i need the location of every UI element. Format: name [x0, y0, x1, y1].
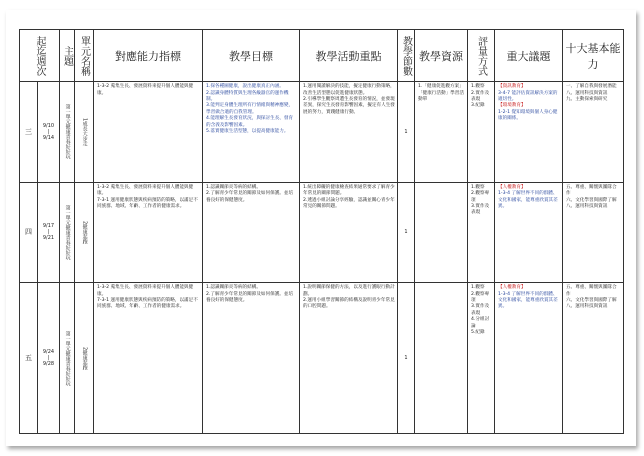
activities-cell: 1.說明關節保健的方法，以及進行護眼行動計劃。 2.運用小組學習關節的結構及說明青少年常見的口腔問題。 — [300, 283, 398, 434]
issue-tag: 【人權教育】 — [498, 184, 526, 190]
week-number: 三 — [20, 82, 38, 182]
header-theme-label: 主題 — [61, 45, 73, 66]
activities-cell: 1.統出障礙的健康檢查結果通常要求了解青少年常見的關節問題。 2.透過小組討論分享經驗，認識並關心青少年常見的關節問題。 — [300, 182, 398, 282]
theme-text: 第一單元健康青春好好玩 — [64, 104, 71, 160]
week-number: 四 — [20, 182, 38, 282]
unit-text: 1成長大步走 — [81, 117, 88, 147]
assessment-cell: 1.觀察 2.實作及表現 3.紀錄 — [468, 82, 495, 182]
issue-tag: 【人權教育】 — [498, 285, 526, 291]
hours-cell: 1 — [398, 283, 415, 434]
header-hours-label: 教學節數 — [400, 35, 412, 76]
header-assessment-label: 評量方式 — [475, 35, 487, 76]
header-activities: 教學活動重點 — [300, 30, 398, 82]
issues-cell — [495, 182, 563, 282]
theme-cell — [60, 82, 75, 182]
unit-cell — [75, 182, 94, 282]
unit-text: 2健康起跑 — [81, 220, 88, 245]
lesson-plan-table — [19, 29, 624, 434]
header-row — [20, 30, 624, 82]
objectives-cell: 1.認識關節炎等病的結構。 2.了解青少年常見的關節及如何保護。並培養良好的保健態度。 — [203, 283, 300, 434]
assessment-cell: 1.觀察 2.觀察專項 3.實作及表現 4.分組討論 5.紀錄 — [468, 283, 495, 434]
abilities-cell: 五、尊重、關懷與團隊合作 六、文化學習與國際了解 八、運用科技與資訊 — [563, 182, 624, 282]
theme-cell — [60, 283, 75, 434]
unit-cell — [75, 283, 94, 434]
abilities-cell: 一、了解自我與發展潛能 八、運用科技與資訊 九、主動探索與研究 — [563, 82, 624, 182]
abilities-cell: 五、尊重、關懷與團隊合作 六、文化學習與國際了解 八、運用科技與資訊 — [563, 283, 624, 434]
table-row — [20, 283, 624, 434]
header-resources: 教學資源 — [415, 30, 468, 82]
unit-cell — [75, 82, 94, 182]
header-competency: 對應能力指標 — [94, 30, 203, 82]
competency-cell: 1-3-2 蒐集生長、發展資料來提升個人體能與健康。 — [94, 82, 203, 182]
issue-tag-2: 【環境教育】 — [498, 103, 526, 109]
header-objectives: 教學目標 — [203, 30, 300, 82]
header-week — [20, 30, 60, 82]
unit-text: 2健康起跑 — [81, 346, 88, 370]
hours-cell: 1 — [398, 182, 415, 282]
competency-cell: 1-3-2 蒐集生長、發展資料來提升個人體能與健康。 7-3-1 運用健康狀態與疾病預防的策略，以滿足不同族群、地域、年齡、工作者的健康需求。 — [94, 182, 203, 282]
competency-cell: 1-3-2 蒐集生長、發展資料來提升個人體能與健康。 7-3-1 運用健康狀態與疾病預防的策略，以滿足不同族群、地域、年齡、工作者的健康需求。 — [94, 283, 203, 434]
week-number: 五 — [20, 283, 38, 434]
theme-cell — [60, 182, 75, 282]
resources-cell — [415, 182, 468, 282]
date-range: 9/17 | 9/21 — [38, 182, 60, 282]
header-abilities: 十大基本能力 — [563, 30, 624, 82]
activities-cell: 1.運用閱讀解決的技能，擬定健康行動策略，改善生活型態以促進健康狀態。 2.引導學生觀察周遭生長發育的情況，並發現差異，探究生長發育影響因素，擬定有人生發展的努力，實踐健康行動。 — [300, 82, 398, 182]
header-unit — [75, 30, 94, 82]
header-issues: 重大議題 — [495, 30, 563, 82]
resources-cell: 1.「健康促進觀方案」「健康行活動」學習活動單 — [415, 82, 468, 182]
issues-cell — [495, 283, 563, 434]
objectives-cell: 1.探各種圖健康，說出健康真正內涵。 2.認識身體特質與生理各級器官的運作機制。 3.能判定身體生理所有行情緒與精神應變，學習做合適的自我管理。 4.能理解生長發育狀況，與探討生長、發育的含義及影響因素。 5.落實健康生活型態，以提高健康能力。 — [203, 82, 300, 182]
theme-text: 第一單元健康青春好好玩 — [64, 330, 71, 386]
issue-body-2: 1-2-1 覺知環境與個人身心健康的關係。 — [498, 109, 558, 122]
table-row — [20, 182, 624, 282]
hours-cell: 1 — [398, 82, 415, 182]
header-hours — [398, 30, 415, 82]
header-week-label: 起迄週次 — [34, 35, 45, 76]
table-row — [20, 82, 624, 182]
date-range: 9/10 | 9/14 — [38, 82, 60, 182]
issue-body: 1-3-4 了解世界不同的群體、文化和國家，能尊重欣賞其差異。 — [498, 291, 558, 310]
issue-body: 1-3-4 了解世界不同的群體、文化和國家，能尊重欣賞其差異。 — [498, 191, 558, 209]
assessment-cell: 1.觀察 2.觀察專項 3.實作及表現 — [468, 182, 495, 282]
issue-body: 3-4-7 能評估資訊解決方案的適切性。 — [498, 90, 558, 103]
header-theme — [60, 30, 75, 82]
header-assessment — [468, 30, 495, 82]
resources-cell — [415, 283, 468, 434]
date-range: 9/24 | 9/28 — [38, 283, 60, 434]
issue-tag: 【資訊教育】 — [498, 84, 526, 90]
header-unit-label: 單元名稱 — [78, 35, 90, 76]
theme-text: 第一單元健康青春好好玩 — [64, 204, 71, 260]
objectives-cell: 1.認識關節炎等病的結構。 2.了解青少年常見的關節及如何保護。並培養良好的保健態度。 — [203, 182, 300, 282]
issues-cell — [495, 82, 563, 182]
